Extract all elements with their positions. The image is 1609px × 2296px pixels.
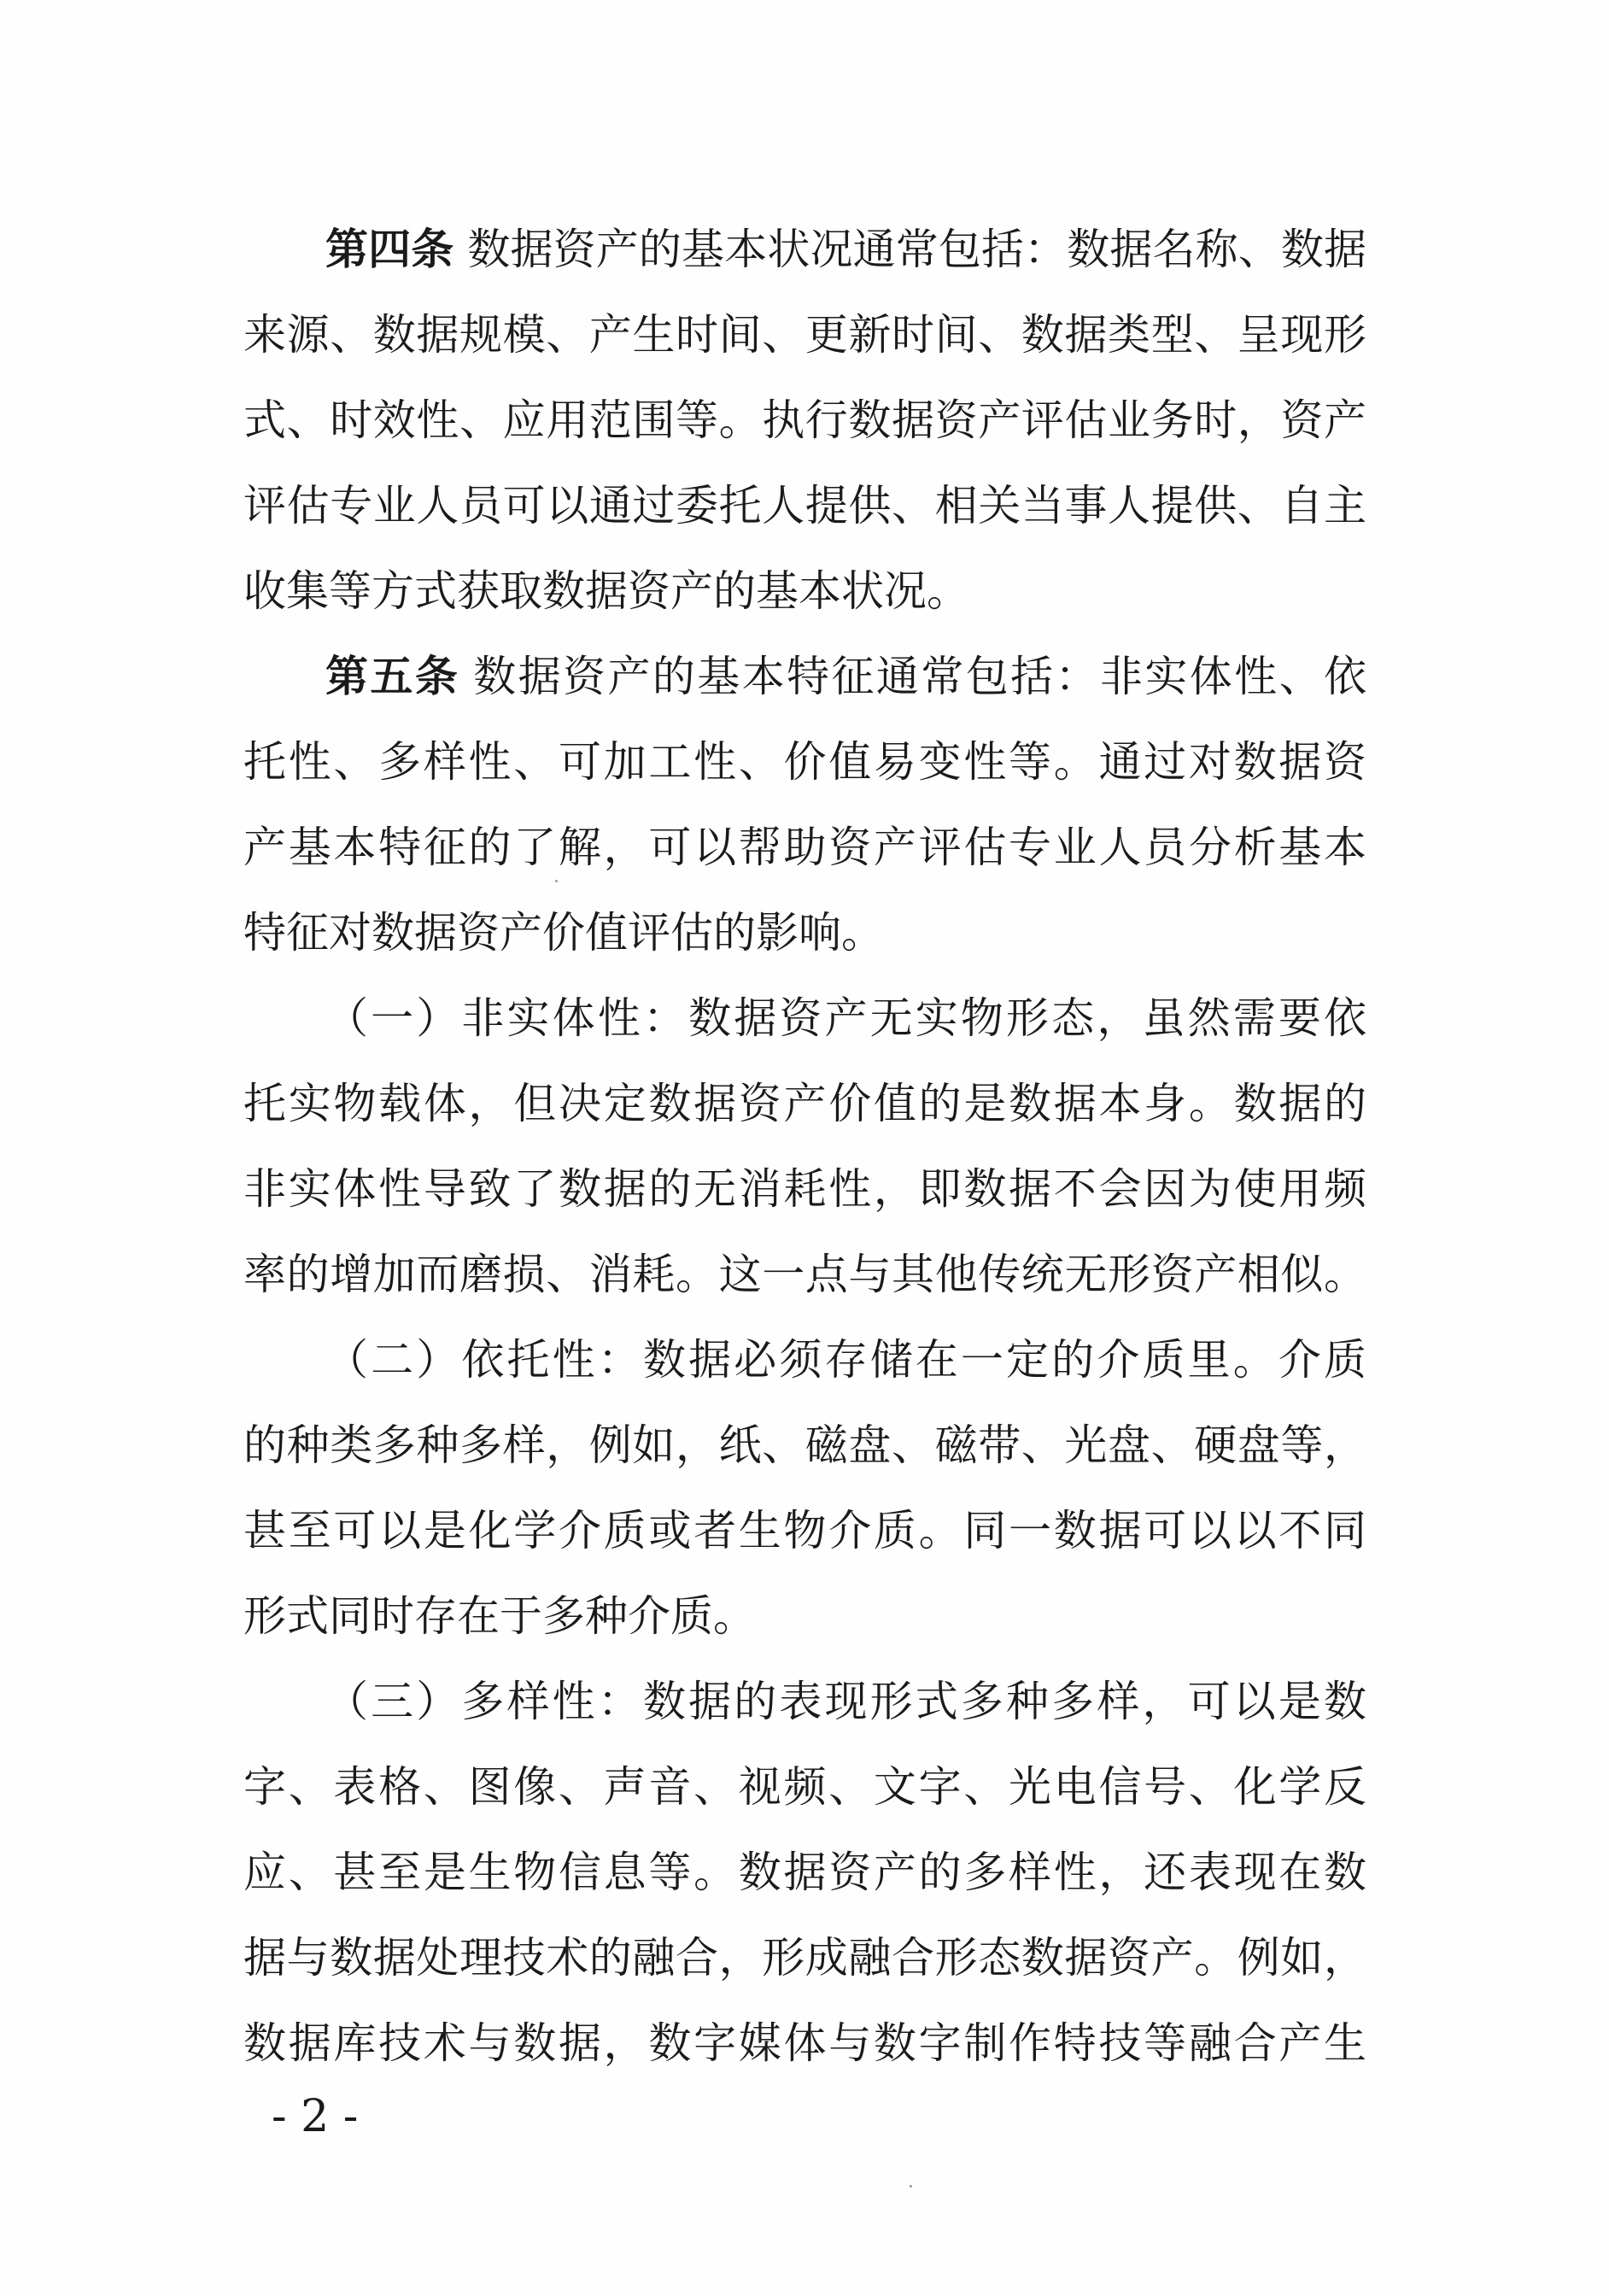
article-5-text: 数据资产的基本特征通常包括：非实体性、依 <box>473 652 1367 701</box>
page-number: - 2 - <box>272 2091 359 2142</box>
item-2-line-2: 的种类多种多样，例如，纸、磁盘、磁带、光盘、硬盘等， <box>243 1420 1366 1470</box>
article-5-heading: 第五条 <box>325 651 460 701</box>
item-2-line-1: （二）依托性：数据必须存储在一定的介质里。介质 <box>325 1335 1366 1385</box>
item-1-line-1: （一）非实体性：数据资产无实物形态，虽然需要依 <box>325 993 1366 1043</box>
item-3-line-4: 据与数据处理技术的融合，形成融合形态数据资产。例如， <box>243 1933 1366 1983</box>
article-5-line-3: 产基本特征的了解，可以帮助资产评估专业人员分析基本 <box>243 823 1366 872</box>
item-3-line-1: （三）多样性：数据的表现形式多种多样，可以是数 <box>325 1677 1366 1726</box>
item-1-line-4: 率的增加而磨损、消耗。这一点与其他传统无形资产相似。 <box>243 1250 1366 1299</box>
scan-speck <box>555 880 558 882</box>
item-2-line-4: 形式同时存在于多种介质。 <box>243 1591 756 1641</box>
item-2-line-3: 甚至可以是化学介质或者生物介质。同一数据可以以不同 <box>243 1506 1366 1555</box>
article-4-line-3: 式、时效性、应用范围等。执行数据资产评估业务时，资产 <box>243 395 1366 445</box>
item-1-line-3: 非实体性导致了数据的无消耗性，即数据不会因为使用频 <box>243 1164 1366 1214</box>
article-5-line-4: 特征对数据资产价值评估的影响。 <box>243 908 884 958</box>
item-3-line-2: 字、表格、图像、声音、视频、文字、光电信号、化学反 <box>243 1762 1366 1812</box>
article-4-line-1 <box>325 207 1366 292</box>
article-4-line-4: 评估专业人员可以通过委托人提供、相关当事人提供、自主 <box>243 481 1366 530</box>
article-5-line-2: 托性、多样性、可加工性、价值易变性等。通过对数据资 <box>243 737 1366 787</box>
item-3-line-5: 数据库技术与数据，数字媒体与数字制作特技等融合产生 <box>243 2018 1366 2068</box>
item-1-line-2: 托实物载体，但决定数据资产价值的是数据本身。数据的 <box>243 1079 1366 1128</box>
item-3-line-3: 应、甚至是生物信息等。数据资产的多样性，还表现在数 <box>243 1848 1366 1897</box>
article-4-text: 数据资产的基本状况通常包括：数据名称、数据 <box>467 225 1367 274</box>
scan-speck <box>910 2185 912 2188</box>
article-5-line-1 <box>325 634 1366 719</box>
article-4-line-5: 收集等方式获取数据资产的基本状况。 <box>243 566 969 616</box>
article-4-line-2: 来源、数据规模、产生时间、更新时间、数据类型、呈现形 <box>243 310 1366 360</box>
article-4-heading: 第四条 <box>325 224 454 274</box>
